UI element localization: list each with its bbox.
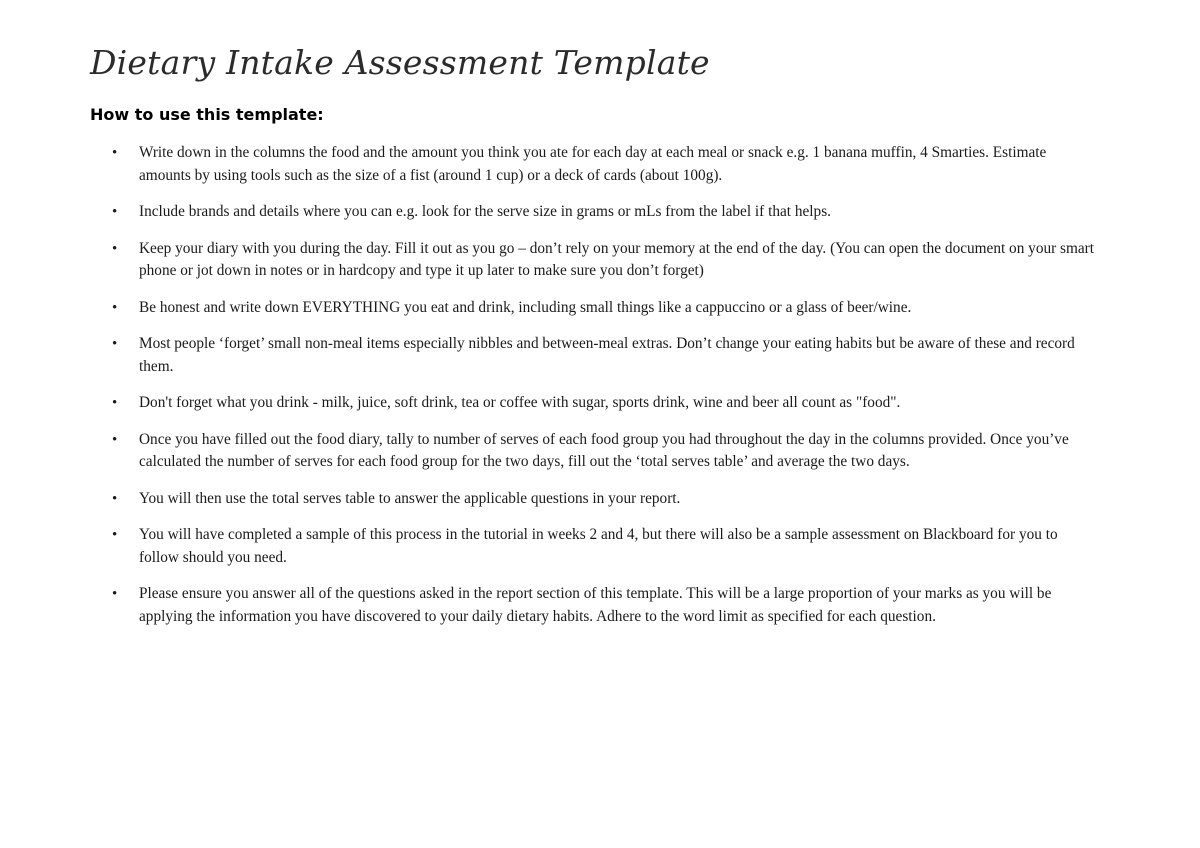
bullet-icon: • <box>112 527 118 543</box>
bullet-icon: • <box>112 431 118 448</box>
bullet-icon: • <box>112 145 118 161</box>
instruction-item <box>112 238 1097 283</box>
instruction-item <box>112 201 1097 224</box>
instruction-text: Include brands and details where you can e.g. look for the serve size in grams or mLs from the label if that helps. <box>139 203 831 220</box>
instruction-item <box>112 392 1097 415</box>
instruction-item <box>112 583 1097 628</box>
bullet-icon: • <box>112 490 118 507</box>
instruction-text: Please ensure you answer all of the questions asked in the report section of this template. This will be a large proportion of your marks as you will be applying the information you have discovered to your daily dietary habits. Adhere to the word limit as specified for each question. <box>139 585 1052 625</box>
instruction-item <box>112 429 1097 474</box>
instruction-item <box>112 524 1097 569</box>
bullet-icon: • <box>112 204 118 220</box>
instruction-item <box>112 142 1097 187</box>
instruction-text: You will have completed a sample of this process in the tutorial in weeks 2 and 4, but there will also be a sample assessment on Blackboard for you to follow should you need. <box>139 526 1058 566</box>
instructions-list <box>112 142 1097 642</box>
instruction-item <box>112 297 1097 320</box>
instruction-item <box>112 333 1097 378</box>
instructions-heading: How to use this template: <box>90 105 324 124</box>
instruction-text: Most people ‘forget’ small non-meal items especially nibbles and between-meal extras. Don’t change your eating habits but be aware of these and record them. <box>139 335 1075 375</box>
instruction-text: Once you have filled out the food diary, tally to number of serves of each food group you had throughout the day in the columns provided. Once you’ve calculated the number of serves for each food group for the two days, fill out the ‘total serves table’ and average the two days. <box>139 430 1069 470</box>
instruction-text: Write down in the columns the food and the amount you think you ate for each day at each meal or snack e.g. 1 banana muffin, 4 Smarties. Estimate amounts by using tools such as the size of a fist (around 1 cup) or a deck of cards (about 100g). <box>139 144 1047 184</box>
bullet-icon: • <box>112 240 118 257</box>
instruction-text: Keep your diary with you during the day. Fill it out as you go – don’t rely on your memory at the end of the day. (You can open the document on your smart phone or jot down in notes or in hardcopy and type it up later to make sure you don’t forget) <box>139 239 1095 279</box>
bullet-icon: • <box>112 299 118 316</box>
bullet-icon: • <box>112 336 118 352</box>
instruction-text: You will then use the total serves table to answer the applicable questions in your report. <box>139 489 681 507</box>
document-title: Dietary Intake Assessment Template <box>90 43 710 82</box>
instruction-text: Don't forget what you drink - milk, juice, soft drink, tea or coffee with sugar, sports drink, wine and beer all count as "food". <box>139 394 901 411</box>
instruction-text: Be honest and write down EVERYTHING you eat and drink, including small things like a cappuccino or a glass of beer/wine. <box>139 298 912 316</box>
bullet-icon: • <box>112 586 118 602</box>
instruction-item <box>112 488 1097 511</box>
bullet-icon: • <box>112 395 118 411</box>
